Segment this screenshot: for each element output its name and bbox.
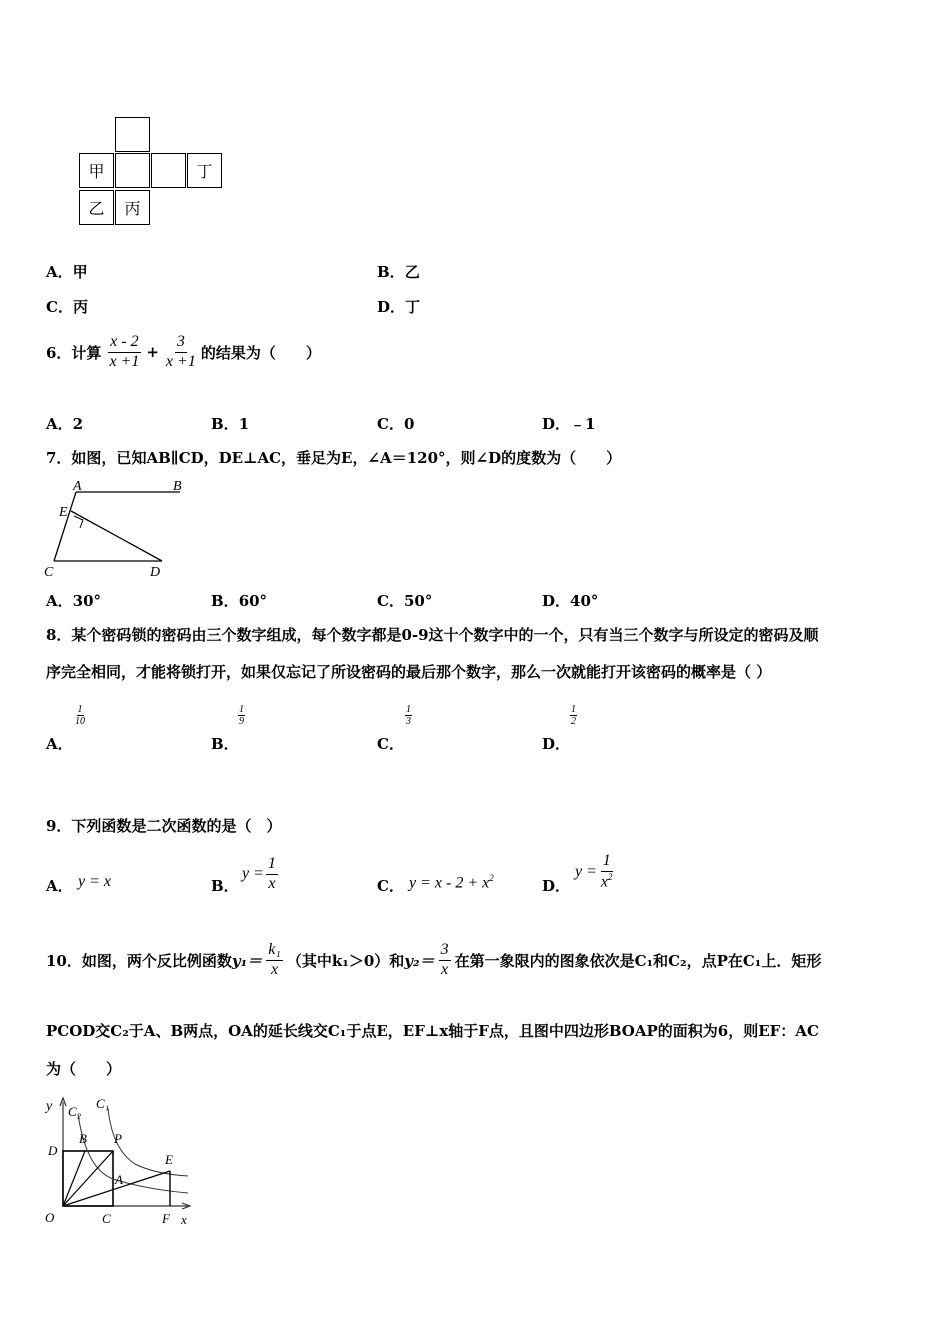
q10-question-line2: PCOD交C₂于A、B两点，OA的延长线交C₁于点E，EF⊥x轴于F点，且图中四边形BOAP的面积为6，则EF：AC [46,1022,819,1040]
q9-option-a-label[interactable]: A． [46,877,73,895]
q10-fraction-3: $\frac{3}{x}$ [440,941,449,978]
label-b: B [79,1131,87,1146]
plus-sign: + [146,343,159,361]
label-b: B [173,479,182,494]
q6-number: 6．计算 [46,343,102,362]
q10-figure [40,1094,200,1232]
q9-option-a-expr: y = x [78,873,111,890]
q6-fraction-1: $\frac{x - 2}{x +1}$ [109,333,140,370]
label-a: A [115,1172,123,1187]
label-x: x [181,1212,187,1227]
label-o: O [45,1210,55,1225]
net-cell-top [115,117,150,152]
q5-option-d[interactable]: D．丁 [377,298,421,316]
right-angle-mark [74,516,83,528]
label-f: F [162,1211,170,1226]
q8-option-c-label[interactable]: C． [377,735,404,753]
q9-option-d-label[interactable]: D． [542,877,571,895]
label-e: E [59,505,68,520]
q5-option-b[interactable]: B．乙 [377,263,420,281]
net-cell-ding: 丁 [187,153,222,188]
net-cell-middle [115,153,150,188]
q6-option-b[interactable]: B．1 [211,415,250,433]
q8-option-b-fraction: $\frac{1}{9}$ [239,704,244,727]
q6-fraction-2: $\frac{3}{x +1}$ [165,333,196,370]
q10-question-line1: 10．如图，两个反比例函数 y₁＝ $\frac{\text{k₁}}{x}$ （其中k₁＞0）和 y₂＝ $\frac{3}{x}$ 在第一象限内的图象依次是C₁和C₂，点P在C₁上．矩形 [46,941,822,978]
q8-option-b-label[interactable]: B． [211,735,239,753]
label-c1: C₁ [96,1096,110,1111]
q8-question-line1: 8．某个密码锁的密码由三个数字组成，每个数字都是0-9这十个数字中的一个，只有当三个数字与所设定的密码及顺 [46,626,819,644]
q7-figure [40,476,200,584]
q9-option-d-expr: y = $\frac{1}{x^2}$ [575,852,613,891]
q8-option-a-fraction: $\frac{1}{10}$ [75,704,85,727]
net-cell-blank [151,153,186,188]
q8-question-line2: 序完全相同，才能将锁打开，如果仅忘记了所设密码的最后那个数字，那么一次就能打开该密码的概率是（ ） [46,663,772,681]
q5-option-a[interactable]: A．甲 [46,263,88,281]
label-p: P [114,1131,122,1146]
q9-option-c-label[interactable]: C． [377,877,404,895]
label-c2: C₂ [68,1104,82,1119]
q9-option-b-label[interactable]: B． [211,877,239,895]
q10-question-line3: 为（ ） [46,1060,122,1078]
net-cell-bing: 丙 [115,190,150,225]
label-d: D [48,1143,58,1158]
net-cell-yi: 乙 [79,190,114,225]
q6-option-c[interactable]: C．0 [377,415,415,433]
label-c: C [44,565,54,580]
line-ed [71,511,162,561]
q6-option-a[interactable]: A．2 [46,415,84,433]
q9-option-b-expr: y = $\frac{1}{x}$ [242,855,276,892]
label-y: y [46,1099,53,1114]
q6-suffix: 的结果为（ ） [200,343,321,362]
q5-option-c[interactable]: C．丙 [46,298,88,316]
label-d: D [150,565,161,580]
label-c: C [102,1211,111,1226]
q8-option-d-fraction: $\frac{1}{2}$ [571,704,576,727]
q9-question: 9．下列函数是二次函数的是（ ） [46,817,282,835]
q7-option-c[interactable]: C．50° [377,592,433,610]
q7-option-b[interactable]: B．60° [211,592,268,610]
label-a: A [73,479,82,494]
label-e: E [165,1152,173,1167]
q10-fraction-k1: $\frac{\text{k₁}}{x}$ [268,941,281,978]
q8-option-d-label[interactable]: D． [542,735,571,753]
q8-option-c-fraction: $\frac{1}{3}$ [406,704,411,727]
q7-option-d[interactable]: D．40° [542,592,599,610]
net-cell-jia: 甲 [79,153,114,188]
q6-option-d[interactable]: D．﹣1 [542,415,596,433]
line-ob [63,1151,85,1206]
q6-question [46,328,321,376]
q8-option-a-label[interactable]: A． [46,735,73,753]
q7-option-a[interactable]: A．30° [46,592,102,610]
q7-question: 7．如图，已知AB∥CD，DE⊥AC，垂足为E，∠A＝120°，则∠D的度数为（ ） [46,449,622,467]
line-ac [54,492,76,561]
q9-option-c-expr: $y = x - 2 + x^2$ [409,873,494,892]
